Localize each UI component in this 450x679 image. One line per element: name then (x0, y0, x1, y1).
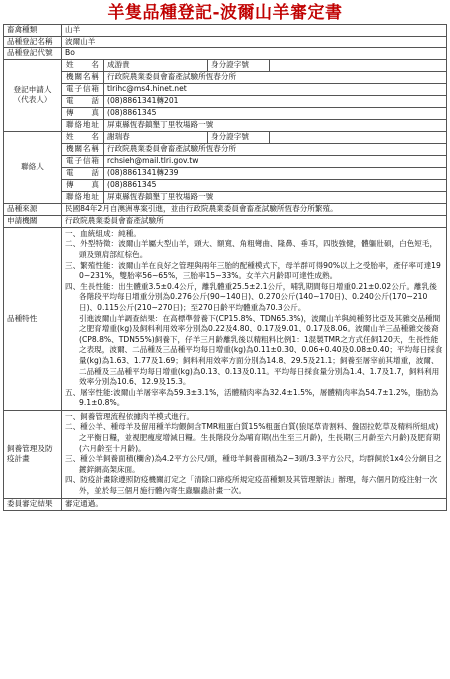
applicant-fax-label: 傳 真 (62, 107, 104, 119)
page-title: 羊隻品種登記-波爾山羊審定書 (107, 3, 343, 23)
trait-item: 引進波爾山羊調查結果：在高標準營養下(CP15.8%、TDN65.3%)，波爾山羊與純種努比亞及其雜交品種間之肥育增重(kg)及飼料利用效率分別為0.22及4.80、0.17及9.01、0.17及8.06。波爾山羊三品種雜交後裔(CP8.8%、TDN55%)飼養下，仔羊三月齡離乳後以精粗料比例1：1混製TMR之方式任飼120天，生長性能之表現，波爾、二品種及三品種平均每日增重(kg)為0.11±0.30、0.06+0.40及0.08±0.40；平均每日採食量(kg)為1.63、1.77及1.69；飼料利用效率方面分別為14.8、29.5及21.1；飼養至屠宰前其增重，波爾、二品種及三品種平均每日增重(kg)為0.13、0.13及0.11。平均每日採食量分別為1.4、1.7及1.7，飼料利用效率分別為10.6、12.9及15.3。 (79, 313, 443, 387)
management-item: 四、防疫計畫除遵照防疫機關訂定之「清除口蹄疫所規定疫苗種類及其管理辦法」辦理，每六個月防疫注射一次外，並於每三個月施行體內寄生蟲驅蟲計畫一次。 (65, 475, 438, 496)
applicant-org: 行政院農業委員會畜產試驗所恆春分所 (104, 71, 447, 83)
applicant-addr-label: 聯絡地址 (62, 119, 104, 131)
applicant-org-row-label: 申請機關 (4, 215, 62, 227)
contact-phone-label: 電 話 (62, 167, 104, 179)
row-species (4, 25, 447, 37)
trait-item: 五、屠宰性能:波爾山羊屠宰率為59.3±3.1%，活體精肉率為32.4±1.5%，屠體精肉率為54.7±1.2%，脂肪為9.1±0.8%。 (65, 387, 439, 408)
management-label: 飼養管理及防 疫計畫 (4, 410, 62, 498)
row-breed-name (4, 36, 447, 48)
contact-name: 謝瑞春 (104, 131, 208, 143)
result-label: 委員審定結果 (4, 498, 62, 510)
breed-name-value: 波爾山羊 (62, 36, 447, 48)
contact-addr: 屏東縣恆春鎮墾丁里牧場路一號 (104, 191, 447, 203)
row-breed-code (4, 48, 447, 60)
contact-fax-label: 傳 真 (62, 179, 104, 191)
source-label: 品種來源 (4, 203, 62, 215)
contact-label: 聯絡人 (4, 131, 62, 203)
breed-name-label: 品種登記名稱 (4, 36, 62, 48)
result-value: 審定通過。 (62, 498, 447, 510)
management-item: 二、種公羊、種母羊及留用種羊均餵飼含TMR粗蛋白質15%粗蛋白質(狼尾草青割料、盤固拉乾草及精料所組成)之平衡日糧，並視肥瘦度增減日糧。生長階段分為哺育期(出生至三月齡)，生長期(三月齡至六月齡)及肥育期(六月齡至十月齡)。 (65, 422, 441, 453)
contact-phone: (08)8861341轉239 (104, 167, 447, 179)
applicant-email-label: 電子信箱 (62, 83, 104, 95)
contact-email: rchsieh@mail.tlri.gov.tw (104, 155, 447, 167)
breed-code-label: 品種登記代號 (4, 48, 62, 60)
trait-item: 一、血統組成：純種。 (65, 228, 141, 238)
applicant-name-label: 姓 名 (62, 59, 104, 71)
source-value: 民國84年2月自澳洲專案引進，並由行政院農業委員會畜產試驗所恆春分所繁殖。 (62, 203, 447, 215)
contact-name-label: 姓 名 (62, 131, 104, 143)
applicant-id-value (270, 59, 447, 71)
applicant-phone-label: 電 話 (62, 95, 104, 107)
applicant-org-row-value: 行政院農業委員會畜產試驗所 (62, 215, 447, 227)
contact-id-value (270, 131, 447, 143)
breed-code-value: Bo (62, 48, 447, 60)
trait-item: 四、生長性能：出生體重3.5±0.4公斤，離乳體重25.5±2.1公斤，哺乳期間每日增重0.21±0.02公斤。離乳後各階段平均每日增重分別為0.276公斤(90~140日)、0.270公斤(140~170日)、0.240公斤(170~210日)、0.115公斤(210~270日)；至270日齡平均體重為70.3公斤。 (65, 281, 437, 312)
species-value: 山羊 (62, 25, 447, 37)
species-label: 畜禽種類 (4, 25, 62, 37)
contact-org-label: 機關名稱 (62, 143, 104, 155)
applicant-email: tlrihc@ms4.hinet.net (104, 83, 447, 95)
applicant-fax: (08)8861345 (104, 107, 447, 119)
traits-label: 品種特性 (4, 227, 62, 410)
management-item: 三、種公羊飼養面積(欄舍)為4.2平方公尺/頭，種母羊飼養面積為2~3頭/3.3平方公尺，均群飼於1x4公分網目之鍍鋅網高架床面。 (65, 454, 442, 474)
contact-email-label: 電子信箱 (62, 155, 104, 167)
applicant-addr: 屏東縣恆春鎮墾丁里牧場路一號 (104, 119, 447, 131)
contact-id-label: 身分證字號 (208, 131, 270, 143)
contact-fax: (08)8861345 (104, 179, 447, 191)
management-item: 一、飼養管理流程依據肉羊模式進行。 (65, 411, 195, 421)
applicant-id-label: 身分證字號 (208, 59, 270, 71)
applicant-name: 成游貴 (104, 59, 208, 71)
management-content (62, 410, 447, 498)
applicant-label: 登記申請人 （代表人） (4, 59, 62, 131)
contact-org: 行政院農業委員會畜產試驗所恆春分所 (104, 143, 447, 155)
trait-item: 三、繁殖性能：波爾山羊在良好之管理與兩年三胎的配種模式下，母羊群可得90%以上之受胎率，產仔率可達190~231%，雙胎率56~65%，三胎率15~33%。女羊六月齡即可達性成熟。 (65, 260, 441, 281)
contact-addr-label: 聯絡地址 (62, 191, 104, 203)
applicant-org-label: 機關名稱 (62, 71, 104, 83)
applicant-phone: (08)8861341轉201 (104, 95, 447, 107)
trait-item: 二、外型特徵：波爾山羊屬大型山羊，頭大、額寬、角粗彎曲、隆鼻、垂耳，四肢強健，體軀壯碩，白色短毛，頭及頸肩部紅棕色。 (65, 239, 438, 259)
traits-content (62, 227, 447, 410)
registration-table (3, 24, 447, 511)
